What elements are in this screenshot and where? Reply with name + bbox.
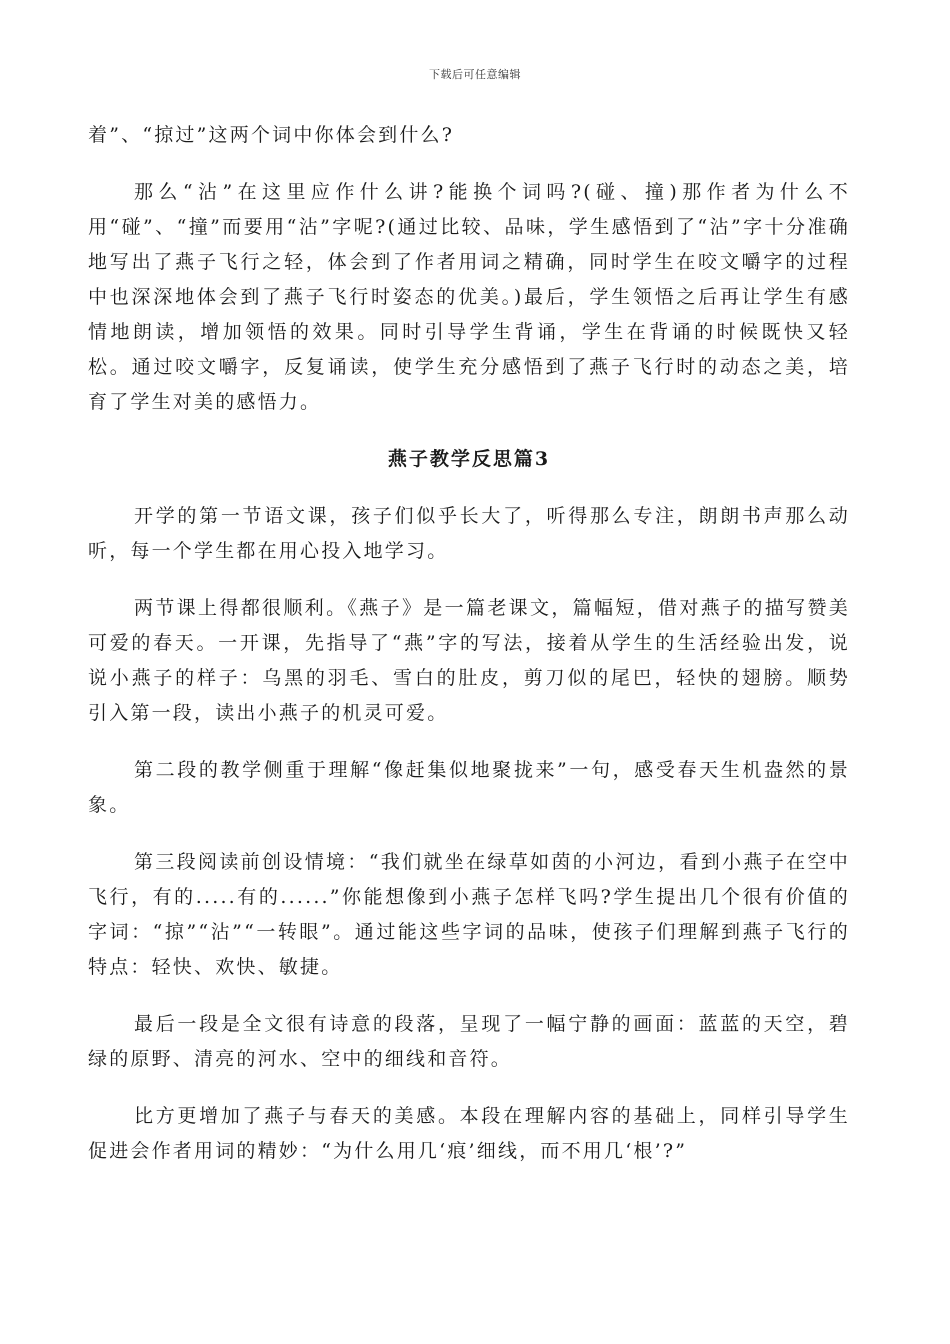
paragraph: 那么“沾”在这里应作什么讲?能换个词吗?(碰、撞)那作者为什么不用“碰”、“撞”而要用“沾”字呢?(通过比较、品味，学生感悟到了“沾”字十分准确地写出了燕子飞行之轻，体会到了作者用词之精确，同时学生在咬文嚼字的过程中也深深地体会到了燕子飞行时姿态的优美。)最后，学生领悟之后再让学生有感情地朗读，增加领悟的效果。同时引导学生背诵，学生在背诵的时候既快又轻松。通过咬文嚼字，反复诵读，使学生充分感悟到了燕子飞行时的动态之美，培育了学生对美的感悟力。 bbox=[88, 181, 850, 413]
paragraph: 开学的第一节语文课，孩子们似乎长大了，听得那么专注，朗朗书声那么动听，每一个学生都在用心投入地学习。 bbox=[88, 505, 850, 562]
paragraph: 比方更增加了燕子与春天的美感。本段在理解内容的基础上，同样引导学生促进会作者用词的精妙：“为什么用几‘痕’细线，而不用几‘根’?” bbox=[88, 1105, 850, 1162]
paragraph: 第二段的教学侧重于理解“像赶集似地聚拢来”一句，感受春天生机盎然的景象。 bbox=[88, 759, 850, 816]
paragraph-continuation: 着”、“掠过”这两个词中你体会到什么? bbox=[88, 124, 455, 146]
paragraph: 第三段阅读前创设情境：“我们就坐在绿草如茵的小河边，看到小燕子在空中飞行，有的.....有的......”你能想像到小燕子怎样飞吗?学生提出几个很有价值的字词：“掠”“沾”“一转眼”。通过能这些字词的品味，使孩子们理解到燕子飞行的特点：轻快、欢快、敏捷。 bbox=[88, 851, 850, 978]
paragraph: 两节课上得都很顺利。《燕子》是一篇老课文，篇幅短，借对燕子的描写赞美可爱的春天。一开课，先指导了“燕”字的写法，接着从学生的生活经验出发，说说小燕子的样子：乌黑的羽毛、雪白的肚皮，剪刀似的尾巴，轻快的翅膀。顺势引入第一段，读出小燕子的机灵可爱。 bbox=[88, 597, 850, 724]
section-title: 燕子教学反思篇3 bbox=[387, 448, 551, 470]
document-body bbox=[88, 118, 850, 1191]
paragraph: 最后一段是全文很有诗意的段落，呈现了一幅宁静的画面：蓝蓝的天空，碧绿的原野、清亮的河水、空中的细线和音符。 bbox=[88, 1013, 850, 1070]
page-header-note: 下载后可任意编辑 bbox=[429, 68, 521, 81]
